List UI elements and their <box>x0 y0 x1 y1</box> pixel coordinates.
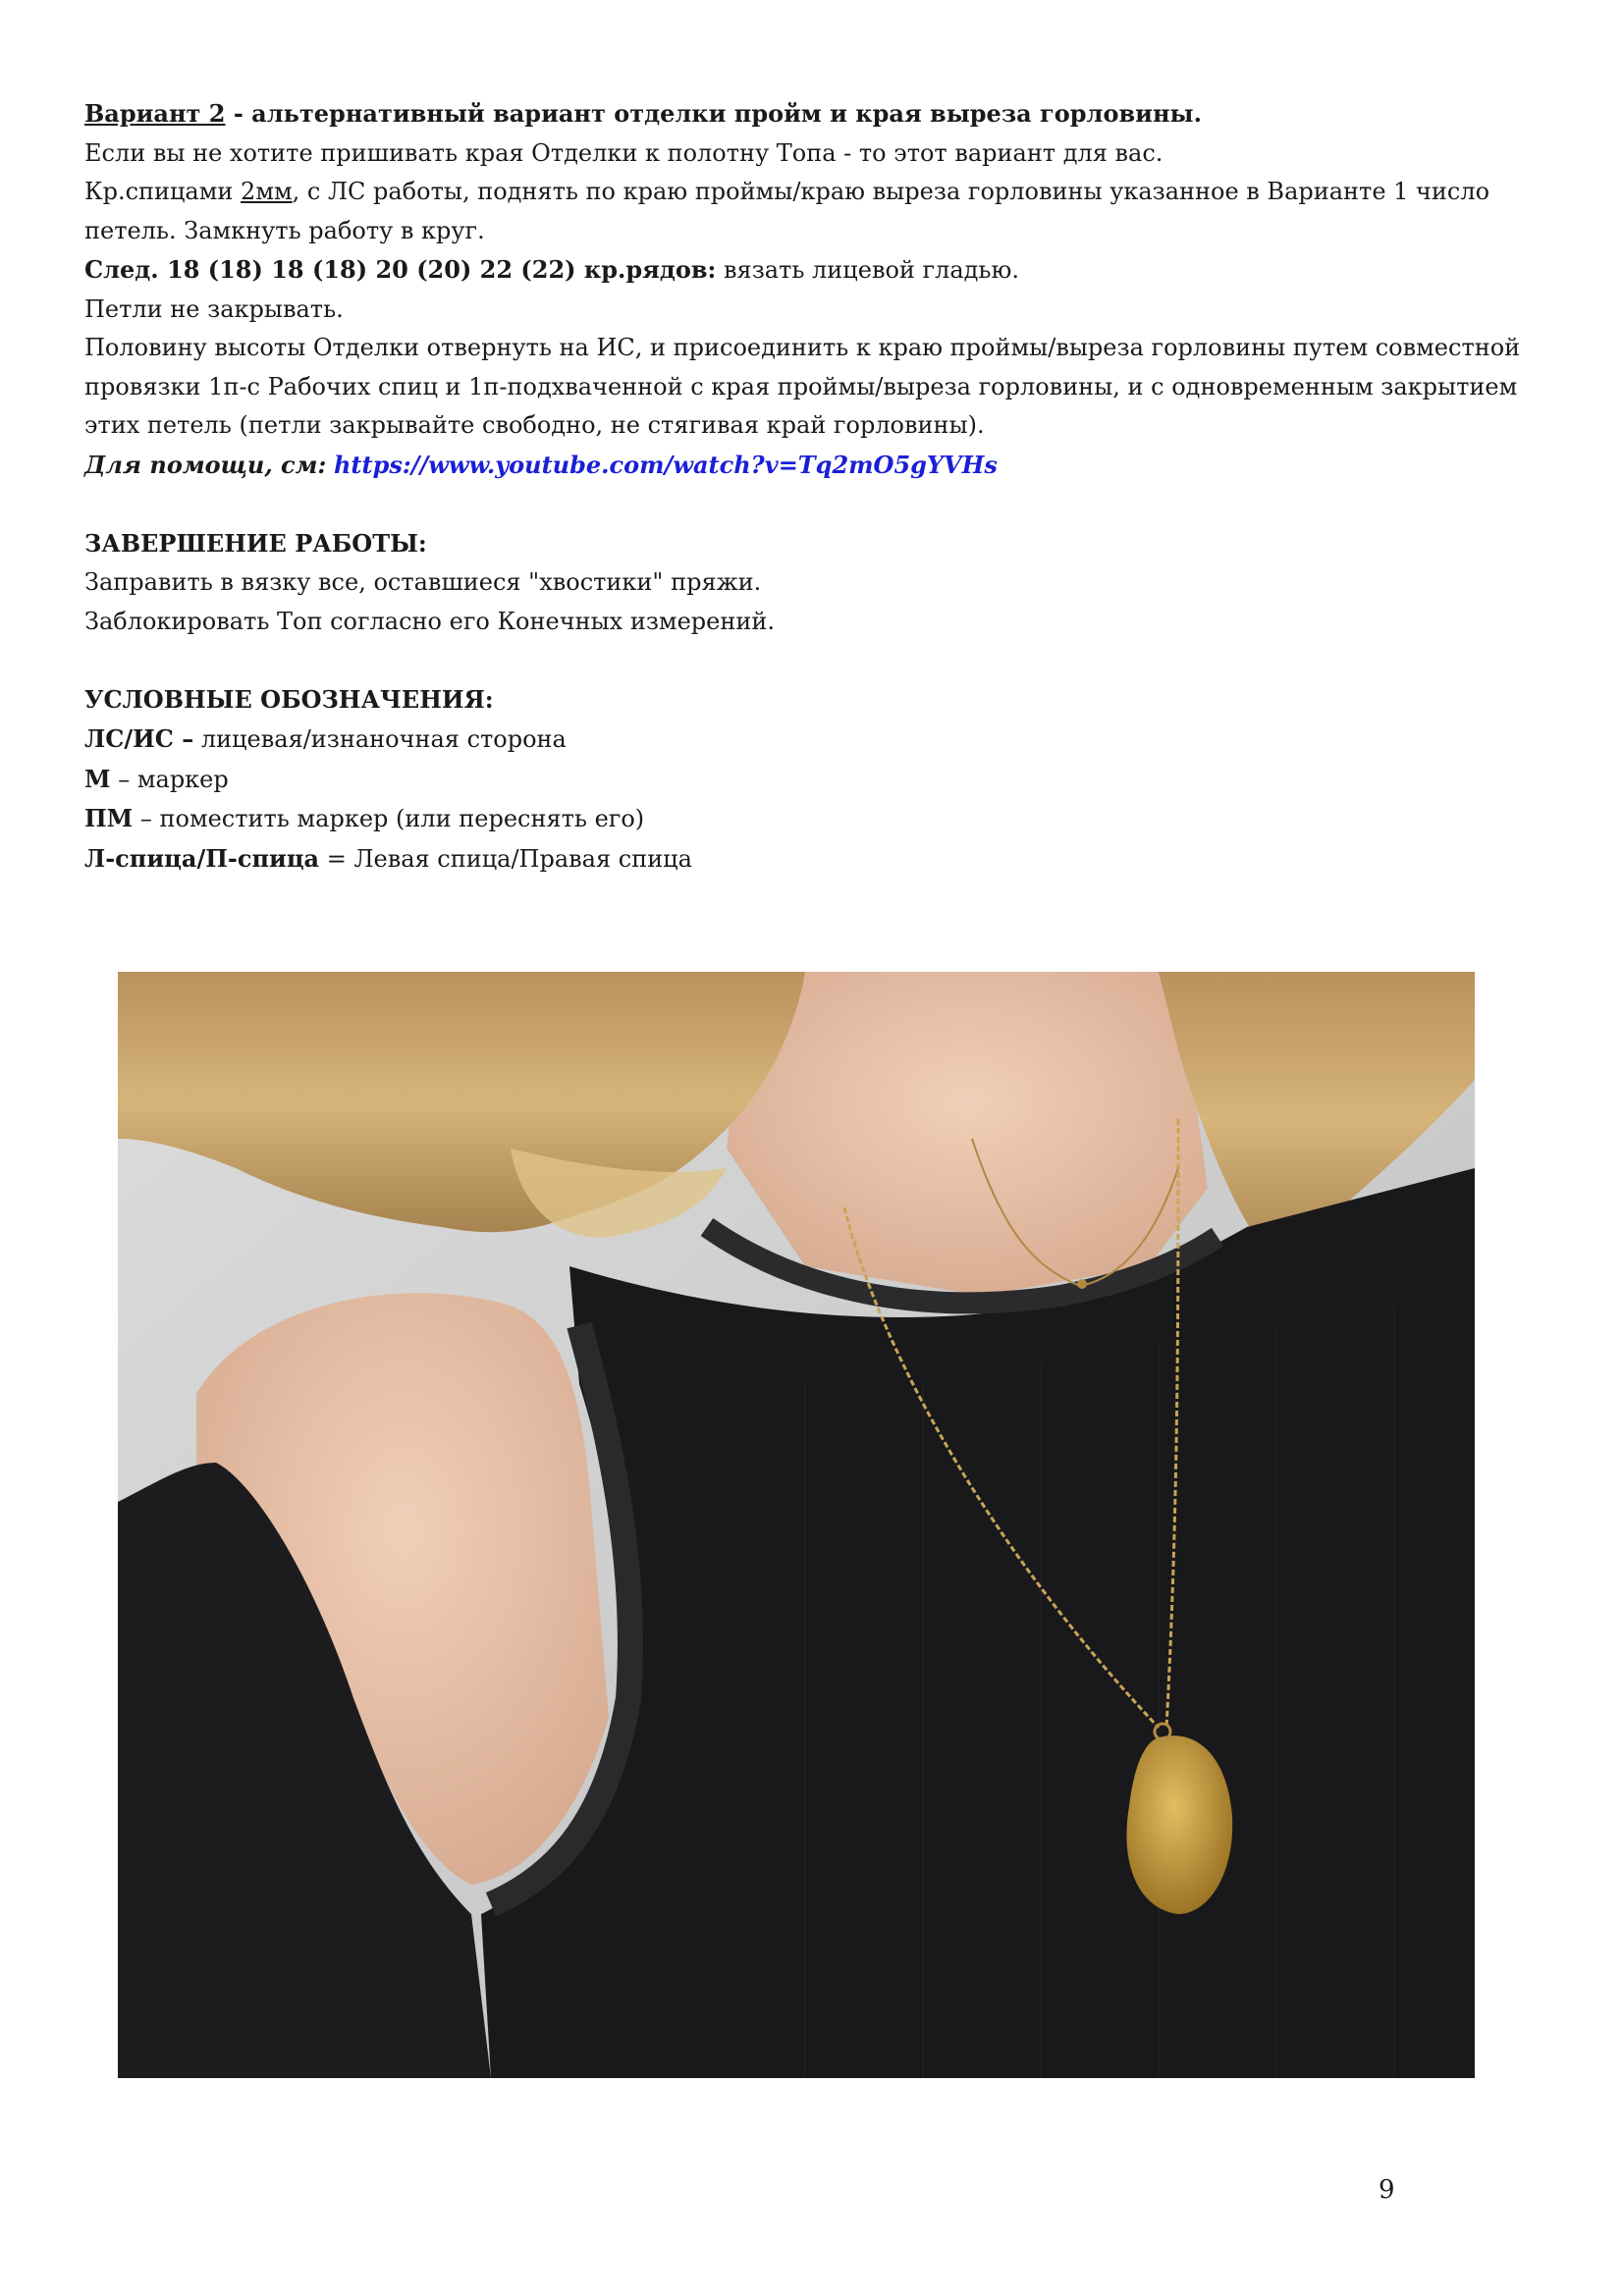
youtube-link[interactable]: https://www.youtube.com/watch?v=Tq2mO5gYVHs <box>333 450 998 479</box>
page-text <box>84 94 1557 879</box>
finish-heading: ЗАВЕРШЕНИЕ РАБОТЫ: <box>84 528 427 558</box>
variant-heading <box>84 94 1557 134</box>
variant-line8: этих петель (петли закрывайте свободно, не стягивая край горловины). <box>84 411 985 439</box>
legend-item: М – маркер <box>84 764 229 793</box>
variant-line3: петель. Замкнуть работу в круг. <box>84 216 485 244</box>
legend-heading: УСЛОВНЫЕ ОБОЗНАЧЕНИЯ: <box>84 684 494 714</box>
variant-title: Вариант 2 <box>84 99 226 128</box>
needle-size: 2мм <box>241 178 293 205</box>
help-label: Для помощи, см: <box>84 450 327 479</box>
finish-line1: Заправить в вязку все, оставшиеся "хвостики" пряжи. <box>84 568 762 596</box>
variant-line5: Петли не закрывать. <box>84 294 344 323</box>
page-number: 9 <box>1379 2175 1395 2205</box>
legend-item: ПМ – поместить маркер (или переснять его) <box>84 804 645 832</box>
finish-line2: Заблокировать Топ согласно его Конечных измерений. <box>84 607 775 635</box>
variant-line1: Если вы не хотите пришивать края Отделки к полотну Топа - то этот вариант для вас. <box>84 138 1163 167</box>
help-line <box>84 446 1557 486</box>
variant-line2: Кр.спицами 2мм, с ЛС работы, поднять по краю проймы/краю выреза горловины указанное в Варианте 1 число <box>84 178 1490 205</box>
legend-item: ЛС/ИС – лицевая/изнаночная сторона <box>84 724 567 753</box>
garment-photo <box>118 972 1475 2078</box>
variant-line7: провязки 1п-с Рабочих спиц и 1п-подхваченной с края проймы/выреза горловины, и с одновременным закрытием <box>84 372 1518 400</box>
legend-item: Л-спица/П-спица = Левая спица/Правая спица <box>84 843 692 873</box>
variant-title-rest: - альтернативный вариант отделки пройм и края выреза горловины. <box>225 99 1202 128</box>
variant-line4: След. 18 (18) 18 (18) 20 (20) 22 (22) кр.рядов: вязать лицевой гладью. <box>84 255 1020 284</box>
variant-line6: Половину высоты Отделки отвернуть на ИС, и присоединить к краю проймы/выреза горловины путем совместной <box>84 334 1521 361</box>
